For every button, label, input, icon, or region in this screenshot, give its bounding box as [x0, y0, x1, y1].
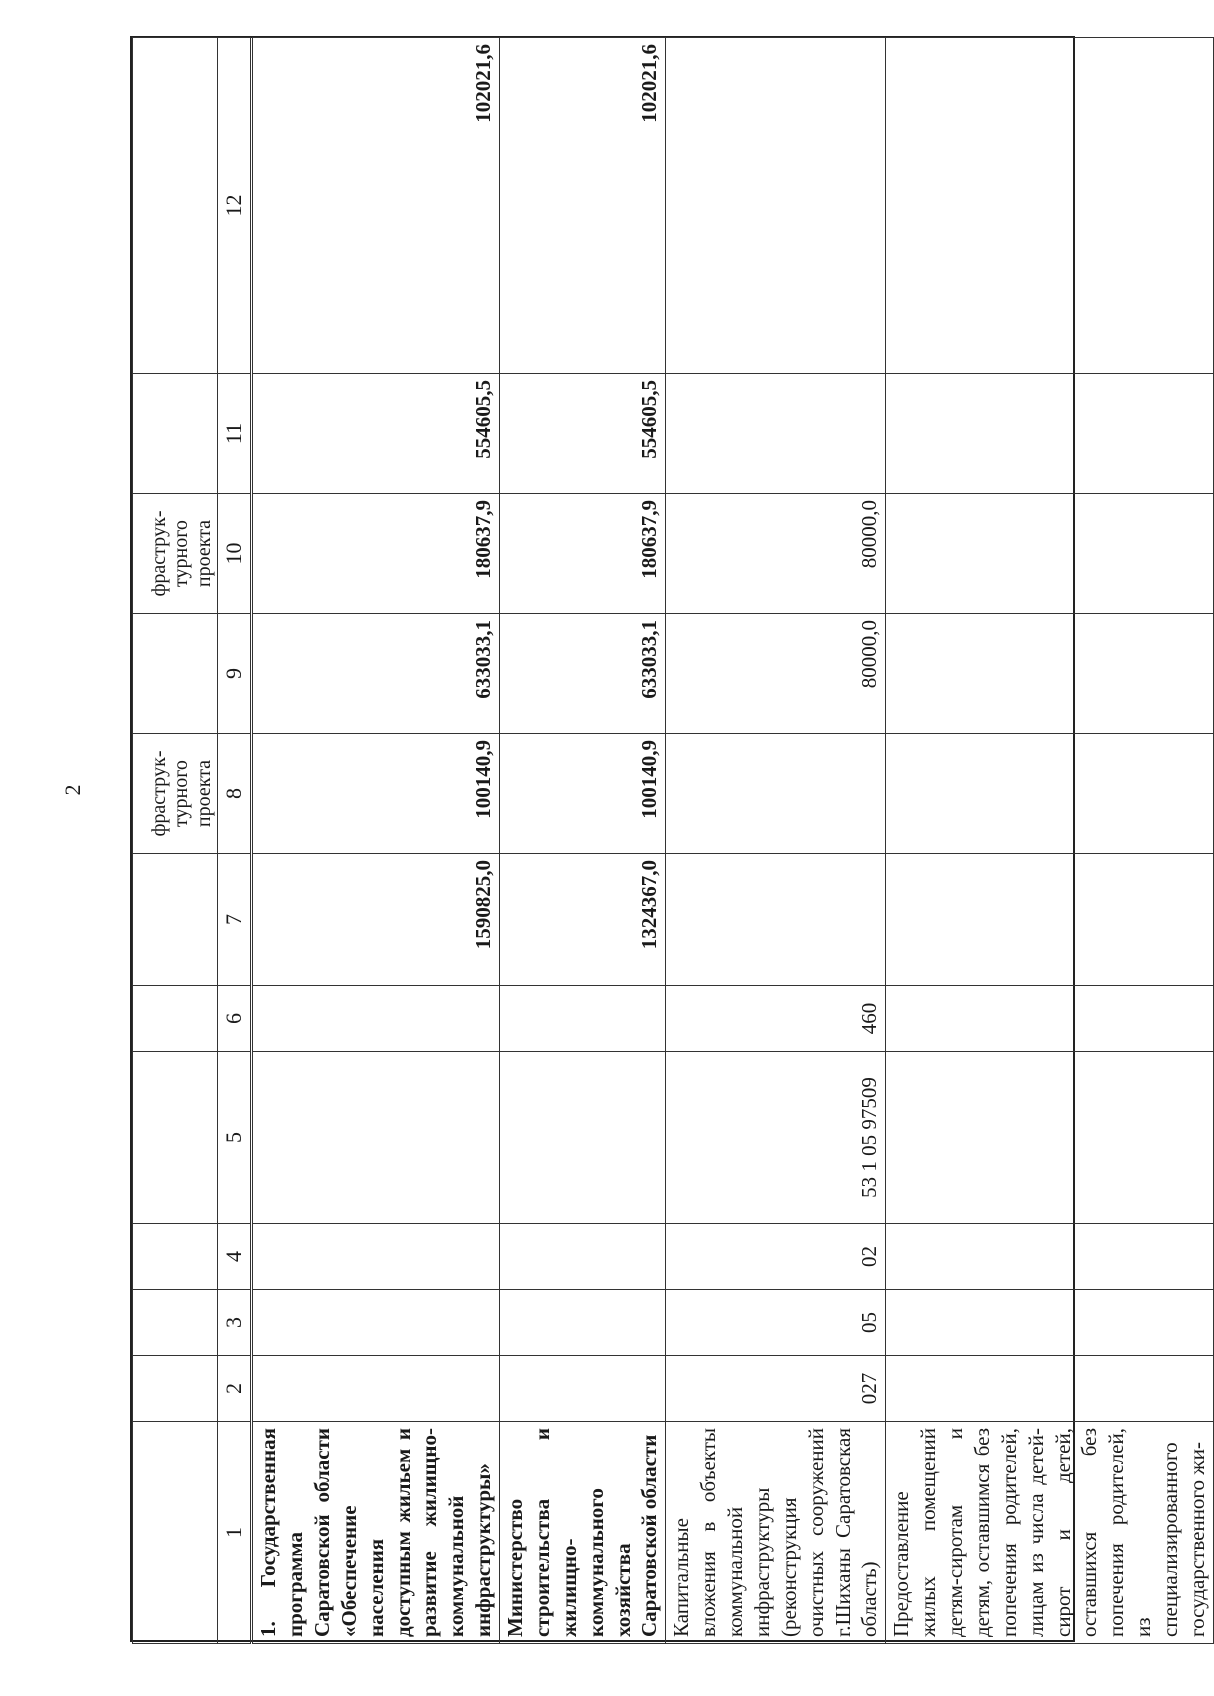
- table-cell: [886, 1356, 1214, 1422]
- column-number: 9: [218, 614, 252, 734]
- row-name: Капитальные вложения в объекты коммунальной инфраструктуры (реконструкция очистных сооружений г.Шиханы Саратовская область): [666, 1422, 886, 1644]
- table-cell: 554605,5: [500, 374, 666, 494]
- column-number: 11: [218, 374, 252, 494]
- column-number: 12: [218, 38, 252, 374]
- table-cell: 100140,9: [252, 734, 500, 854]
- table-row: [252, 38, 500, 1644]
- table-cell: [886, 374, 1214, 494]
- column-number: 3: [218, 1290, 252, 1356]
- table-row: [886, 38, 1214, 1644]
- header-cell: [133, 1052, 218, 1224]
- table-cell: [666, 854, 886, 986]
- table-cell: [886, 1290, 1214, 1356]
- table-cell: [252, 986, 500, 1052]
- header-cell: [133, 1356, 218, 1422]
- table-cell: 180637,9: [500, 494, 666, 614]
- table-cell: [886, 734, 1214, 854]
- table-row: [666, 38, 886, 1644]
- row-name: Министерство строительства и жилищно-коммунального хозяйства Саратовской области: [500, 1422, 666, 1644]
- header-row: [133, 38, 218, 1644]
- table-cell: 05: [666, 1290, 886, 1356]
- table-cell: 1324367,0: [500, 854, 666, 986]
- column-number: 1: [218, 1422, 252, 1644]
- table-cell: [500, 1224, 666, 1290]
- table-cell: [500, 1052, 666, 1224]
- header-cell: [133, 1290, 218, 1356]
- table-cell: 027: [666, 1356, 886, 1422]
- header-cell: [133, 38, 218, 374]
- row-name: 1. Государственная программа Саратовской области «Обеспечение населения доступным жильем и развитие жилищно-коммунальной инфраструктуры»: [252, 1422, 500, 1644]
- table-cell: [886, 494, 1214, 614]
- table-cell: [252, 1224, 500, 1290]
- table-cell: [886, 614, 1214, 734]
- table-cell: 102021,6: [252, 38, 500, 374]
- table-cell: [886, 986, 1214, 1052]
- table-cell: [500, 1356, 666, 1422]
- column-number: 4: [218, 1224, 252, 1290]
- budget-table: [132, 37, 1214, 1644]
- header-cell: [133, 854, 218, 986]
- table-cell: 80000,0: [666, 614, 886, 734]
- table-cell: [666, 374, 886, 494]
- table-cell: [500, 986, 666, 1052]
- column-number: 8: [218, 734, 252, 854]
- header-cell-col8: [133, 734, 218, 854]
- table-cell: [252, 1052, 500, 1224]
- table-cell: [666, 734, 886, 854]
- column-number-row: [218, 38, 252, 1644]
- header-cell: [133, 986, 218, 1052]
- header-cell: [133, 1224, 218, 1290]
- table-cell: 1590825,0: [252, 854, 500, 986]
- table-cell: [252, 1290, 500, 1356]
- header-cell-col10: [133, 494, 218, 614]
- table-cell: 02: [666, 1224, 886, 1290]
- column-number: 2: [218, 1356, 252, 1422]
- table-cell: 80000,0: [666, 494, 886, 614]
- table-cell: 53 1 05 97509: [666, 1052, 886, 1224]
- column-number: 7: [218, 854, 252, 986]
- table-cell: [886, 1224, 1214, 1290]
- table-cell: [500, 1290, 666, 1356]
- budget-table-frame: [130, 36, 1209, 1642]
- table-cell: 100140,9: [500, 734, 666, 854]
- table-cell: [666, 38, 886, 374]
- header-text: фрастрyк- турного проекта: [147, 750, 215, 837]
- header-cell: [133, 1422, 218, 1644]
- table-row: [500, 38, 666, 1644]
- table-cell: 633033,1: [252, 614, 500, 734]
- table-cell: [886, 854, 1214, 986]
- table-cell: 460: [666, 986, 886, 1052]
- table-cell: 102021,6: [500, 38, 666, 374]
- table-cell: 554605,5: [252, 374, 500, 494]
- table-cell: [252, 1356, 500, 1422]
- table-cell: 633033,1: [500, 614, 666, 734]
- column-number: 5: [218, 1052, 252, 1224]
- column-number: 6: [218, 986, 252, 1052]
- column-number: 10: [218, 494, 252, 614]
- header-text: фрастрyк- турного проекта: [147, 510, 215, 597]
- header-cell: [133, 614, 218, 734]
- rotated-table-container: [132, 38, 1209, 1644]
- header-cell: [133, 374, 218, 494]
- table-cell: [886, 38, 1214, 374]
- table-cell: [886, 1052, 1214, 1224]
- table-cell: 180637,9: [252, 494, 500, 614]
- page-number: 2: [60, 784, 85, 796]
- row-name: Предоставление жилых помещений детям-сиротам и детям, оставшимся без попечения родителей, лицам из числа детей-сирот и детей, оставшихся без попечения родителей, из специализированного государственного жи-: [886, 1422, 1214, 1644]
